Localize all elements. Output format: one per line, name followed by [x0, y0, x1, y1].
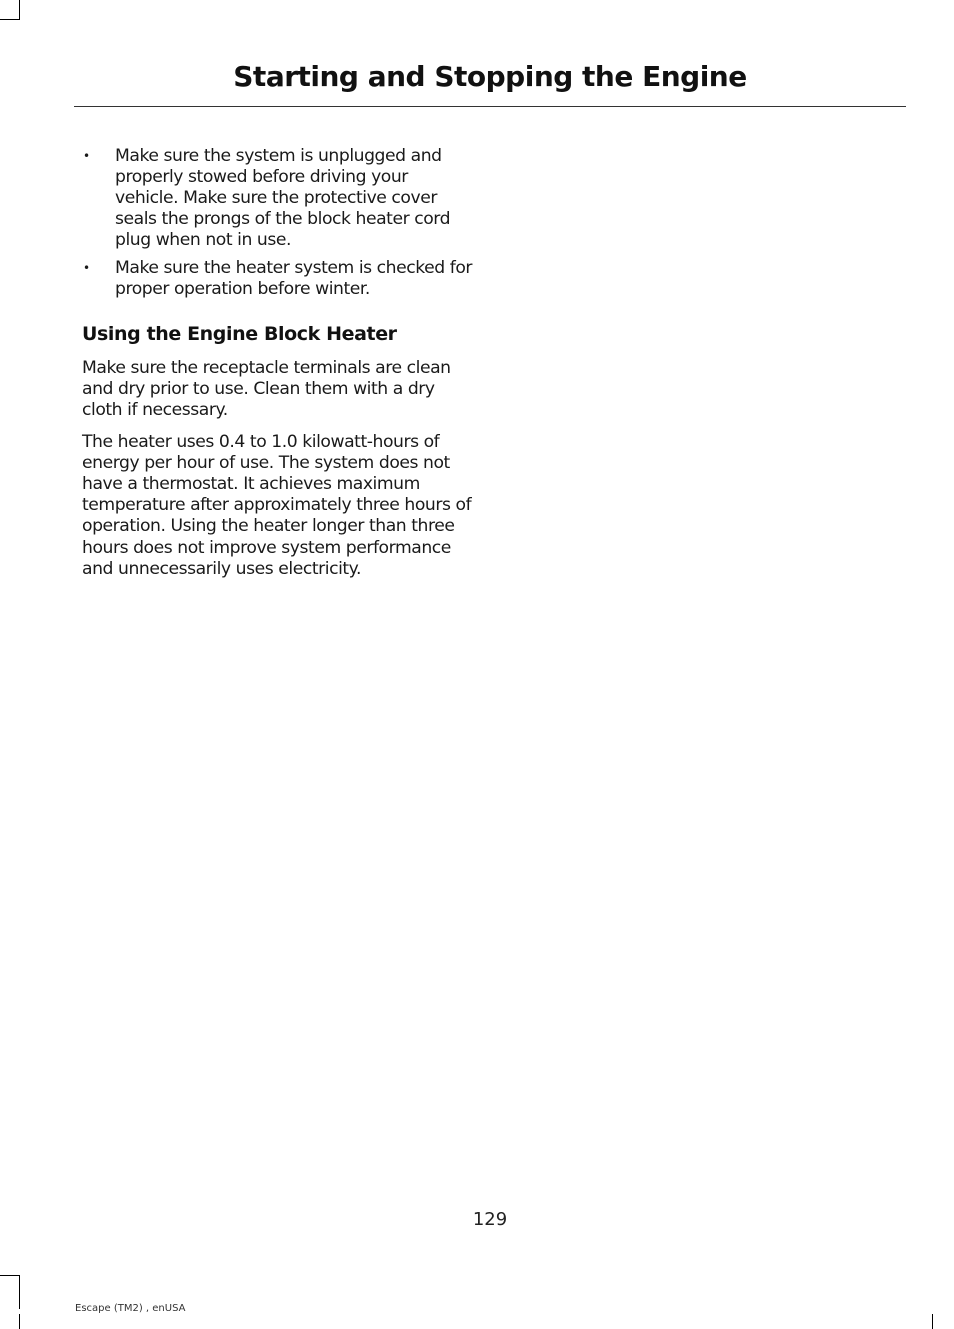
content-column: [82, 146, 474, 590]
page-title: Starting and Stopping the Engine: [233, 60, 747, 93]
crop-mark-top-left-horizontal: [0, 19, 20, 20]
bullet-list: [82, 146, 474, 300]
title-divider: [74, 106, 906, 107]
crop-mark-bottom-left-horizontal: [0, 1275, 20, 1276]
crop-mark-top-left-vertical: [19, 0, 20, 20]
crop-mark-bottom-left-vertical: [19, 1275, 20, 1309]
crop-mark-bottom-right-tick: [932, 1314, 933, 1329]
section-heading: Using the Engine Block Heater: [82, 323, 397, 345]
list-item: [82, 258, 474, 300]
bullet-icon: •: [83, 261, 90, 275]
paragraph: The heater uses 0.4 to 1.0 kilowatt-hours of energy per hour of use. The system does not have a thermostat. It achieves maximum temperature after approximately three hours of operation. Using the heater longer than three hours does not improve system performance and unnecessarily uses electricity.: [82, 431, 472, 579]
document-label: Escape (TM2) , enUSA: [75, 1303, 186, 1314]
bullet-text: Make sure the heater system is checked for proper operation before winter.: [115, 258, 473, 299]
paragraph: Make sure the receptacle terminals are clean and dry prior to use. Clean them with a dry cloth if necessary.: [82, 358, 451, 421]
bullet-text: Make sure the system is unplugged and properly stowed before driving your vehicle. Make sure the protective cover seals the prongs of the block heater cord plug when not in use.: [115, 146, 451, 250]
list-item: [82, 146, 474, 251]
page-number: 129: [472, 1209, 508, 1230]
crop-mark-bottom-left-tick: [19, 1314, 20, 1329]
bullet-icon: •: [83, 149, 90, 163]
